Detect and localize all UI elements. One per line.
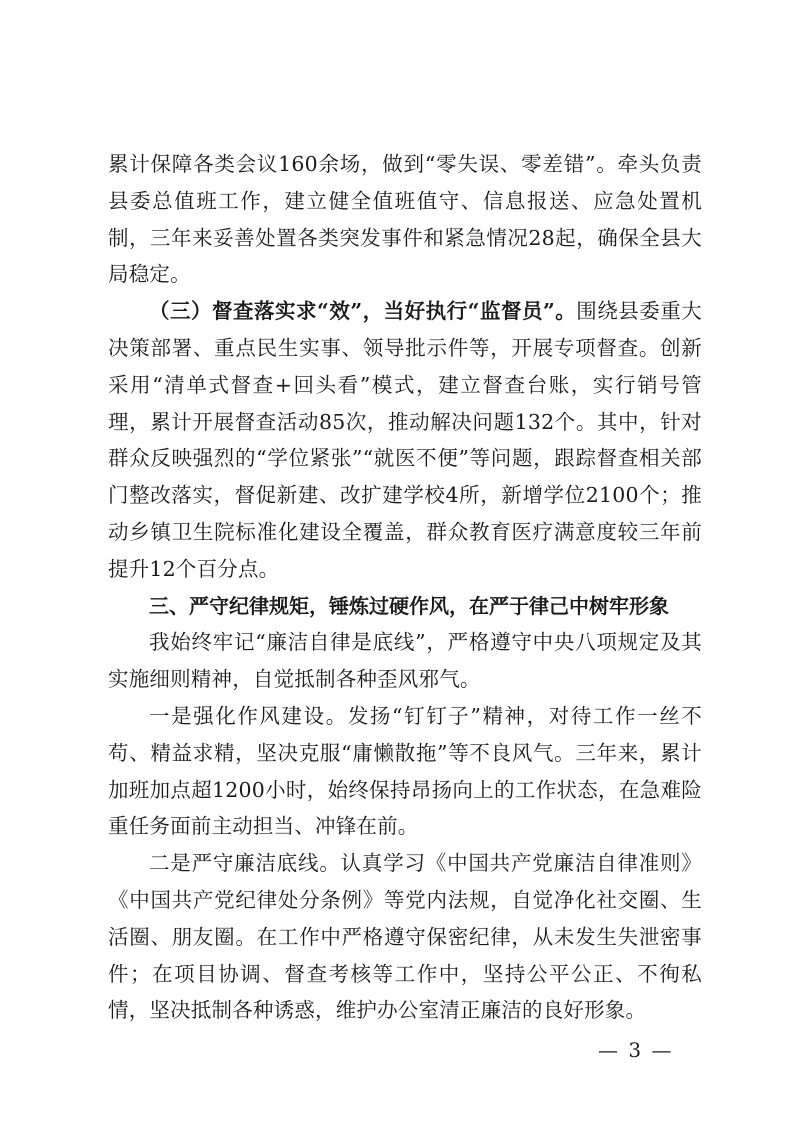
page-number: — 3 — <box>598 1038 674 1062</box>
paragraph-body: 围绕县委重大决策部署、重点民生实事、领导批示件等，开展专项督查。创新采用“清单式督查+回头看”模式，建立督查台账，实行销号管理，累计开展督查活动85次，推动解决问题132个。其中，针对群众反映强烈的“学位紧张”“就医不便”等问题，跟踪督查相关部门整改落实，督促新建、改扩建学校4所，新增学位2100个；推动乡镇卫生院标准化建设全覆盖，群众教育医疗满意度较三年前提升12个百分点。 <box>108 299 702 581</box>
section-heading: 三、严守纪律规矩，锤炼过硬作风，在严于律己中树牢形象 <box>149 593 669 618</box>
paragraph-clean-governance: 二是严守廉洁底线。认真学习《中国共产党廉洁自律准则》《中国共产党纪律处分条例》等党内法规，自觉净化社交圈、生活圈、朋友圈。在工作中严格遵守保密纪律，从未发生失泄密事件；在项目协调、督查考核等工作中，坚持公平公正、不徇私情，坚决抵制各种诱惑，维护办公室清正廉洁的良好形象。 <box>108 851 702 1023</box>
paragraph-work-style: 一是强化作风建设。发扬“钉钉子”精神，对待工作一丝不苟、精益求精，坚决克服“庸懒散拖”等不良风气。三年来，累计加班加点超1200小时，始终保持昂扬向上的工作状态，在急难险重任务面前主动担当、冲锋在前。 <box>108 703 702 839</box>
paragraph-supervision <box>108 293 702 587</box>
paragraph-integrity-intro: 我始终牢记“廉洁自律是底线”，严格遵守中央八项规定及其实施细则精神，自觉抵制各种歪风邪气。 <box>108 630 702 692</box>
paragraph-continued: 累计保障各类会议160余场，做到“零失误、零差错”。牵头负责县委总值班工作，建立健全值班值守、信息报送、应急处置机制，三年来妥善处置各类突发事件和紧急情况28起，确保全县大局稳定。 <box>108 152 702 287</box>
subsection-title: （三）督查落实求“效”，当好执行“监督员”。 <box>149 299 577 324</box>
document-body <box>108 146 702 1029</box>
